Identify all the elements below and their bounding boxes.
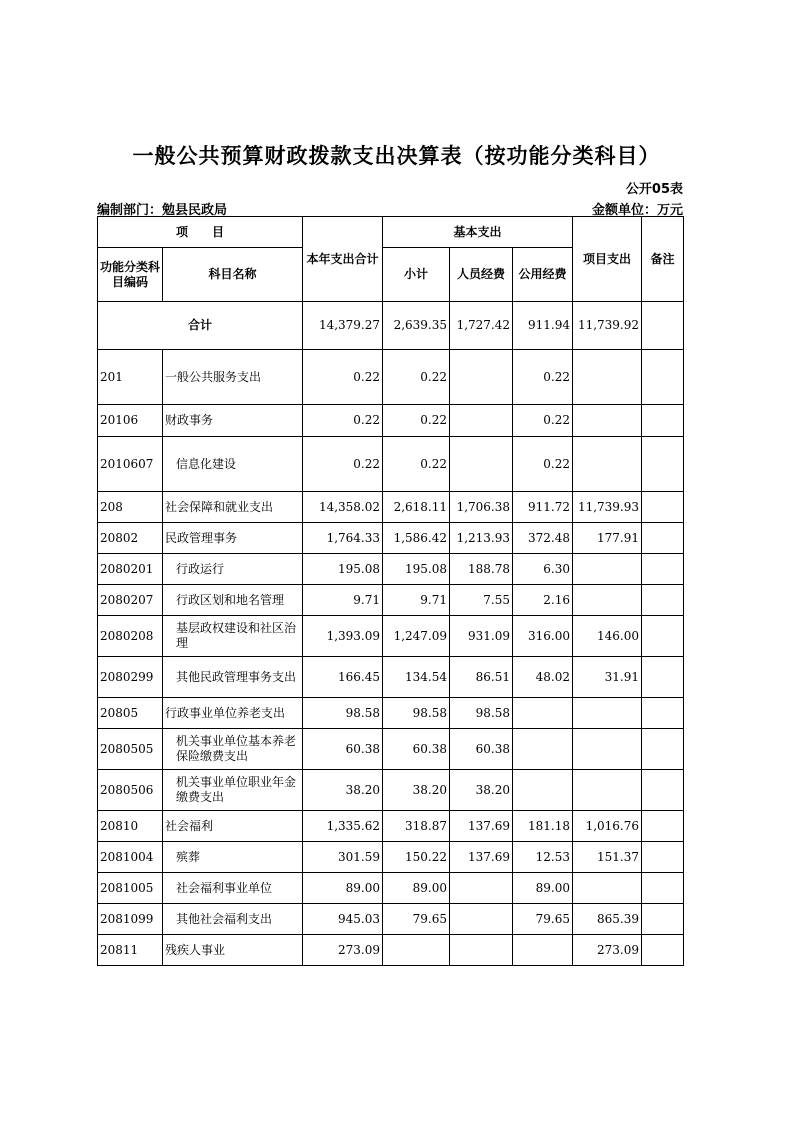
code-cell: 20811 [98, 935, 163, 966]
name-cell: 殡葬 [163, 842, 303, 873]
table-row [98, 405, 684, 437]
code-cell: 20810 [98, 811, 163, 842]
total-row [98, 302, 684, 350]
personnel-cell: 38.20 [450, 770, 513, 811]
public-cell: 372.48 [513, 523, 573, 554]
total-cell: 1,764.33 [303, 523, 383, 554]
subtotal-cell: 1,586.42 [383, 523, 450, 554]
public-cell: 79.65 [513, 904, 573, 935]
header-code: 功能分类科目编码 [98, 248, 163, 302]
code-cell: 2080208 [98, 616, 163, 657]
personnel-cell: 7.55 [450, 585, 513, 616]
public-cell: 316.00 [513, 616, 573, 657]
header-public: 公用经费 [513, 248, 573, 302]
personnel-cell [450, 904, 513, 935]
header-project: 项目支出 [573, 217, 642, 302]
table-row [98, 585, 684, 616]
table-row [98, 873, 684, 904]
table-row [98, 657, 684, 698]
code-cell: 2080207 [98, 585, 163, 616]
subtotal-cell: 1,247.09 [383, 616, 450, 657]
public-cell: 0.22 [513, 350, 573, 405]
table-row [98, 554, 684, 585]
total-cell: 1,335.62 [303, 811, 383, 842]
code-cell: 2080506 [98, 770, 163, 811]
subtotal-cell: 79.65 [383, 904, 450, 935]
project-cell [573, 873, 642, 904]
personnel-cell: 188.78 [450, 554, 513, 585]
project-cell [573, 585, 642, 616]
code-cell: 20802 [98, 523, 163, 554]
project-cell: 177.91 [573, 523, 642, 554]
name-cell: 其他民政管理事务支出 [163, 657, 303, 698]
remark-cell [642, 523, 684, 554]
total-cell: 273.09 [303, 935, 383, 966]
subtotal-cell: 134.54 [383, 657, 450, 698]
project-cell [573, 770, 642, 811]
personnel-cell: 931.09 [450, 616, 513, 657]
code-cell: 20106 [98, 405, 163, 437]
public-cell [513, 698, 573, 729]
header-basic: 基本支出 [383, 217, 573, 248]
remark-cell [642, 904, 684, 935]
personnel-cell: 1,727.42 [450, 302, 513, 350]
remark-cell [642, 770, 684, 811]
total-cell: 195.08 [303, 554, 383, 585]
code-cell: 201 [98, 350, 163, 405]
name-cell: 残疾人事业 [163, 935, 303, 966]
code-cell: 208 [98, 492, 163, 523]
public-cell [513, 729, 573, 770]
total-cell: 60.38 [303, 729, 383, 770]
remark-cell [642, 405, 684, 437]
subtotal-cell: 195.08 [383, 554, 450, 585]
name-cell: 一般公共服务支出 [163, 350, 303, 405]
project-cell [573, 698, 642, 729]
subtotal-cell: 98.58 [383, 698, 450, 729]
project-cell: 1,016.76 [573, 811, 642, 842]
project-cell: 151.37 [573, 842, 642, 873]
remark-cell [642, 585, 684, 616]
remark-cell [642, 616, 684, 657]
public-cell: 2.16 [513, 585, 573, 616]
code-cell: 2010607 [98, 437, 163, 492]
table-row [98, 811, 684, 842]
project-cell [573, 350, 642, 405]
project-cell [573, 554, 642, 585]
personnel-cell [450, 350, 513, 405]
remark-cell [642, 729, 684, 770]
personnel-cell [450, 873, 513, 904]
name-cell: 基层政权建设和社区治理 [163, 616, 303, 657]
header-item: 项 目 [98, 217, 303, 248]
personnel-cell: 60.38 [450, 729, 513, 770]
subtotal-cell [383, 935, 450, 966]
public-cell: 911.94 [513, 302, 573, 350]
header-total: 本年支出合计 [303, 217, 383, 302]
form-number: 公开05表 [625, 182, 683, 197]
total-cell: 0.22 [303, 350, 383, 405]
page-title: 一般公共预算财政拨款支出决算表（按功能分类科目） [132, 144, 661, 168]
table-row [98, 616, 684, 657]
remark-cell [642, 554, 684, 585]
header-subtotal: 小计 [383, 248, 450, 302]
project-cell: 11,739.92 [573, 302, 642, 350]
total-cell: 945.03 [303, 904, 383, 935]
name-cell: 民政管理事务 [163, 523, 303, 554]
header-personnel: 人员经费 [450, 248, 513, 302]
name-cell: 其他社会福利支出 [163, 904, 303, 935]
personnel-cell [450, 935, 513, 966]
subtotal-cell: 2,639.35 [383, 302, 450, 350]
subtotal-cell: 0.22 [383, 350, 450, 405]
header-name: 科目名称 [163, 248, 303, 302]
name-cell: 行政运行 [163, 554, 303, 585]
code-cell: 2081004 [98, 842, 163, 873]
remark-cell [642, 350, 684, 405]
total-label: 合计 [98, 302, 303, 350]
remark-cell [642, 698, 684, 729]
remark-cell [642, 437, 684, 492]
project-cell: 865.39 [573, 904, 642, 935]
subtotal-cell: 0.22 [383, 437, 450, 492]
subtotal-cell: 38.20 [383, 770, 450, 811]
remark-cell [642, 811, 684, 842]
public-cell [513, 935, 573, 966]
department-label: 编制部门：勉县民政局 [97, 203, 228, 218]
table-row [98, 523, 684, 554]
table-row [98, 492, 684, 523]
code-cell: 20805 [98, 698, 163, 729]
table-row [98, 698, 684, 729]
total-cell: 166.45 [303, 657, 383, 698]
personnel-cell: 137.69 [450, 842, 513, 873]
public-cell [513, 770, 573, 811]
name-cell: 行政区划和地名管理 [163, 585, 303, 616]
table-row [98, 842, 684, 873]
name-cell: 行政事业单位养老支出 [163, 698, 303, 729]
expenditure-table [97, 216, 684, 966]
project-cell [573, 437, 642, 492]
personnel-cell: 98.58 [450, 698, 513, 729]
total-cell: 301.59 [303, 842, 383, 873]
project-cell [573, 405, 642, 437]
total-cell: 98.58 [303, 698, 383, 729]
total-cell: 14,379.27 [303, 302, 383, 350]
code-cell: 2080299 [98, 657, 163, 698]
public-cell: 0.22 [513, 405, 573, 437]
total-cell: 38.20 [303, 770, 383, 811]
subtotal-cell: 2,618.11 [383, 492, 450, 523]
public-cell: 0.22 [513, 437, 573, 492]
remark-cell [642, 492, 684, 523]
header-remark: 备注 [642, 217, 684, 302]
code-cell: 2081099 [98, 904, 163, 935]
subtotal-cell: 9.71 [383, 585, 450, 616]
table-row [98, 904, 684, 935]
table-row [98, 350, 684, 405]
public-cell: 48.02 [513, 657, 573, 698]
project-cell: 31.91 [573, 657, 642, 698]
subtotal-cell: 318.87 [383, 811, 450, 842]
total-cell: 89.00 [303, 873, 383, 904]
total-cell: 9.71 [303, 585, 383, 616]
project-cell [573, 729, 642, 770]
total-cell: 0.22 [303, 437, 383, 492]
subtotal-cell: 60.38 [383, 729, 450, 770]
unit-label: 金额单位：万元 [591, 203, 683, 218]
public-cell: 6.30 [513, 554, 573, 585]
remark-cell [642, 935, 684, 966]
project-cell: 273.09 [573, 935, 642, 966]
table-row [98, 437, 684, 492]
code-cell: 2080505 [98, 729, 163, 770]
name-cell: 机关事业单位基本养老保险缴费支出 [163, 729, 303, 770]
remark-cell [642, 302, 684, 350]
public-cell: 89.00 [513, 873, 573, 904]
public-cell: 911.72 [513, 492, 573, 523]
code-cell: 2080201 [98, 554, 163, 585]
table-row [98, 770, 684, 811]
personnel-cell: 1,706.38 [450, 492, 513, 523]
table-row [98, 729, 684, 770]
table-row [98, 935, 684, 966]
remark-cell [642, 842, 684, 873]
public-cell: 181.18 [513, 811, 573, 842]
total-cell: 14,358.02 [303, 492, 383, 523]
total-cell: 0.22 [303, 405, 383, 437]
subtotal-cell: 89.00 [383, 873, 450, 904]
project-cell: 146.00 [573, 616, 642, 657]
total-cell: 1,393.09 [303, 616, 383, 657]
name-cell: 社会保障和就业支出 [163, 492, 303, 523]
personnel-cell: 86.51 [450, 657, 513, 698]
remark-cell [642, 873, 684, 904]
name-cell: 财政事务 [163, 405, 303, 437]
subtotal-cell: 150.22 [383, 842, 450, 873]
name-cell: 信息化建设 [163, 437, 303, 492]
name-cell: 社会福利事业单位 [163, 873, 303, 904]
name-cell: 机关事业单位职业年金缴费支出 [163, 770, 303, 811]
personnel-cell [450, 405, 513, 437]
personnel-cell: 1,213.93 [450, 523, 513, 554]
personnel-cell [450, 437, 513, 492]
name-cell: 社会福利 [163, 811, 303, 842]
public-cell: 12.53 [513, 842, 573, 873]
remark-cell [642, 657, 684, 698]
project-cell: 11,739.93 [573, 492, 642, 523]
subtotal-cell: 0.22 [383, 405, 450, 437]
code-cell: 2081005 [98, 873, 163, 904]
personnel-cell: 137.69 [450, 811, 513, 842]
